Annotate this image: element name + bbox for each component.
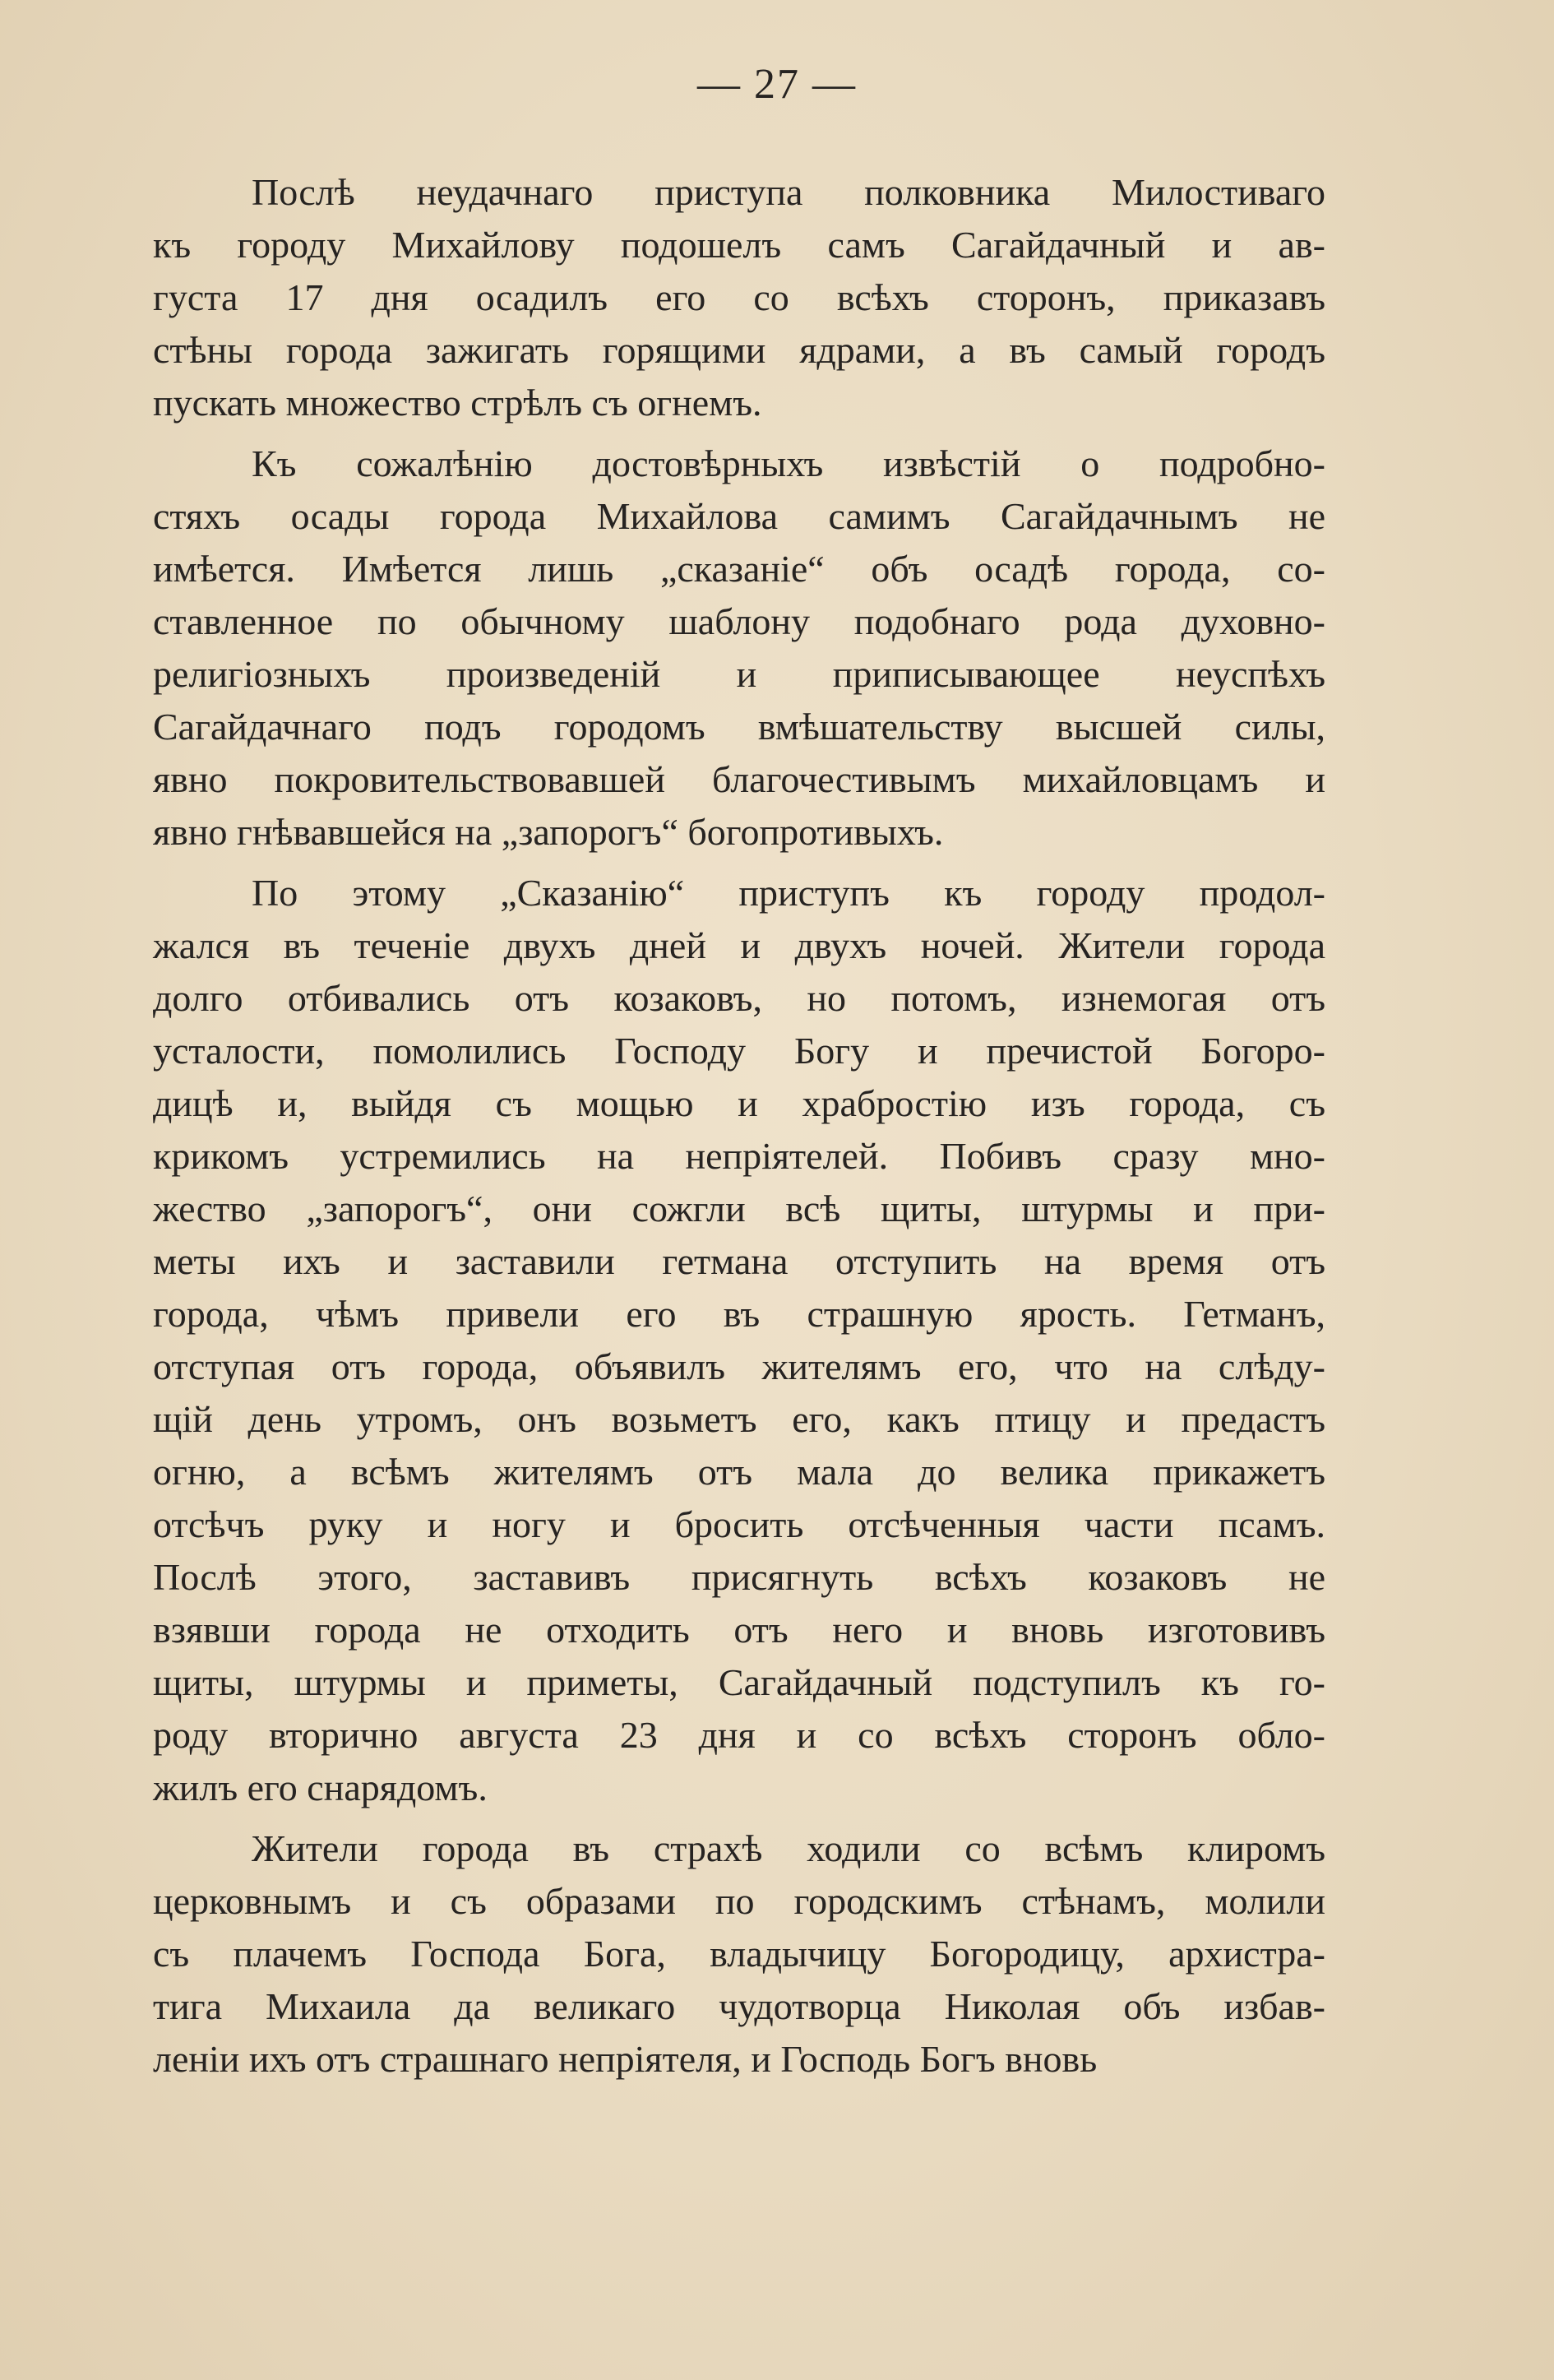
text-line: Послѣ неудачнаго приступа полковника Милостиваго xyxy=(252,171,1325,213)
text-line: явно гнѣвавшейся на „запорогъ“ богопротивыхъ. xyxy=(153,811,944,853)
text-line: усталости, помолились Господу Богу и пречистой Богоро- xyxy=(153,1030,1325,1072)
text-line: щиты, штурмы и приметы, Сагайдачный подступилъ къ го- xyxy=(153,1661,1325,1703)
text-line: жилъ его снарядомъ. xyxy=(153,1766,488,1808)
text-line: отсѣчъ руку и ногу и бросить отсѣченныя части псамъ. xyxy=(153,1503,1325,1545)
text-line: долго отбивались отъ козаковъ, но потомъ, изнемогая отъ xyxy=(153,977,1325,1019)
text-line: жество „запорогъ“, они сожгли всѣ щиты, штурмы и при- xyxy=(153,1188,1325,1229)
text-line: меты ихъ и заставили гетмана отступить на время отъ xyxy=(153,1240,1325,1282)
text-line: роду вторично августа 23 дня и со всѣхъ сторонъ обло- xyxy=(153,1714,1325,1756)
text-line: имѣется. Имѣется лишь „сказаніе“ объ осадѣ города, со- xyxy=(153,548,1325,590)
text-line: Жители города въ страхѣ ходили со всѣмъ клиромъ xyxy=(252,1827,1325,1869)
text-line: щій день утромъ, онъ возьметъ его, какъ птицу и предастъ xyxy=(153,1398,1325,1440)
text-line: стяхъ осады города Михайлова самимъ Сагайдачнымъ не xyxy=(153,495,1325,537)
paragraph xyxy=(153,438,1325,859)
text-line: религіозныхъ произведеній и приписывающее неуспѣхъ xyxy=(153,653,1325,695)
text-line: города, чѣмъ привели его въ страшную ярость. Гетманъ, xyxy=(153,1293,1325,1335)
paragraph xyxy=(153,166,1325,429)
text-line: ставленное по обычному шаблону подобнаго рода духовно- xyxy=(153,600,1325,642)
text-line: Послѣ этого, заставивъ присягнуть всѣхъ козаковъ не xyxy=(153,1556,1325,1598)
page-number: — 27 — xyxy=(697,61,857,108)
body-text xyxy=(153,166,1325,2086)
paragraph xyxy=(153,867,1325,1814)
text-line: крикомъ устремились на непріятелей. Побивъ сразу мно- xyxy=(153,1135,1325,1177)
text-line: леніи ихъ отъ страшнаго непріятеля, и Господь Богъ вновь xyxy=(153,2038,1098,2080)
text-line: огню, а всѣмъ жителямъ отъ мала до велика прикажетъ xyxy=(153,1451,1325,1493)
text-line: тига Михаила да великаго чудотворца Николая объ избав- xyxy=(153,1985,1325,2027)
text-line: съ плачемъ Господа Бога, владычицу Богородицу, архистра- xyxy=(153,1933,1325,1975)
text-line: стѣны города зажигать горящими ядрами, а въ самый городъ xyxy=(153,329,1325,371)
text-line: густа 17 дня осадилъ его со всѣхъ сторонъ, приказавъ xyxy=(153,276,1325,318)
text-line: къ городу Михайлову подошелъ самъ Сагайдачный и ав- xyxy=(153,224,1325,266)
paragraph-gap xyxy=(153,1814,1325,1822)
text-line: пускать множество стрѣлъ съ огнемъ. xyxy=(153,382,762,424)
paragraph-gap xyxy=(153,859,1325,867)
text-line: явно покровительствовавшей благочестивымъ михайловцамъ и xyxy=(153,758,1325,800)
text-line: отступая отъ города, объявилъ жителямъ его, что на слѣду- xyxy=(153,1345,1325,1387)
paragraph xyxy=(153,1822,1325,2086)
text-line: По этому „Сказанію“ приступъ къ городу продол- xyxy=(252,872,1325,914)
text-line: Сагайдачнаго подъ городомъ вмѣшательству высшей силы, xyxy=(153,706,1325,748)
text-line: жался въ теченіе двухъ дней и двухъ ночей. Жители города xyxy=(153,924,1325,966)
text-line: Къ сожалѣнію достовѣрныхъ извѣстій о подробно- xyxy=(252,442,1325,484)
text-line: церковнымъ и съ образами по городскимъ стѣнамъ, молили xyxy=(153,1880,1325,1922)
text-line: взявши города не отходить отъ него и вновь изготовивъ xyxy=(153,1609,1325,1651)
paragraph-gap xyxy=(153,429,1325,438)
text-line: дицѣ и, выйдя съ мощью и храбростію изъ города, съ xyxy=(153,1082,1325,1124)
